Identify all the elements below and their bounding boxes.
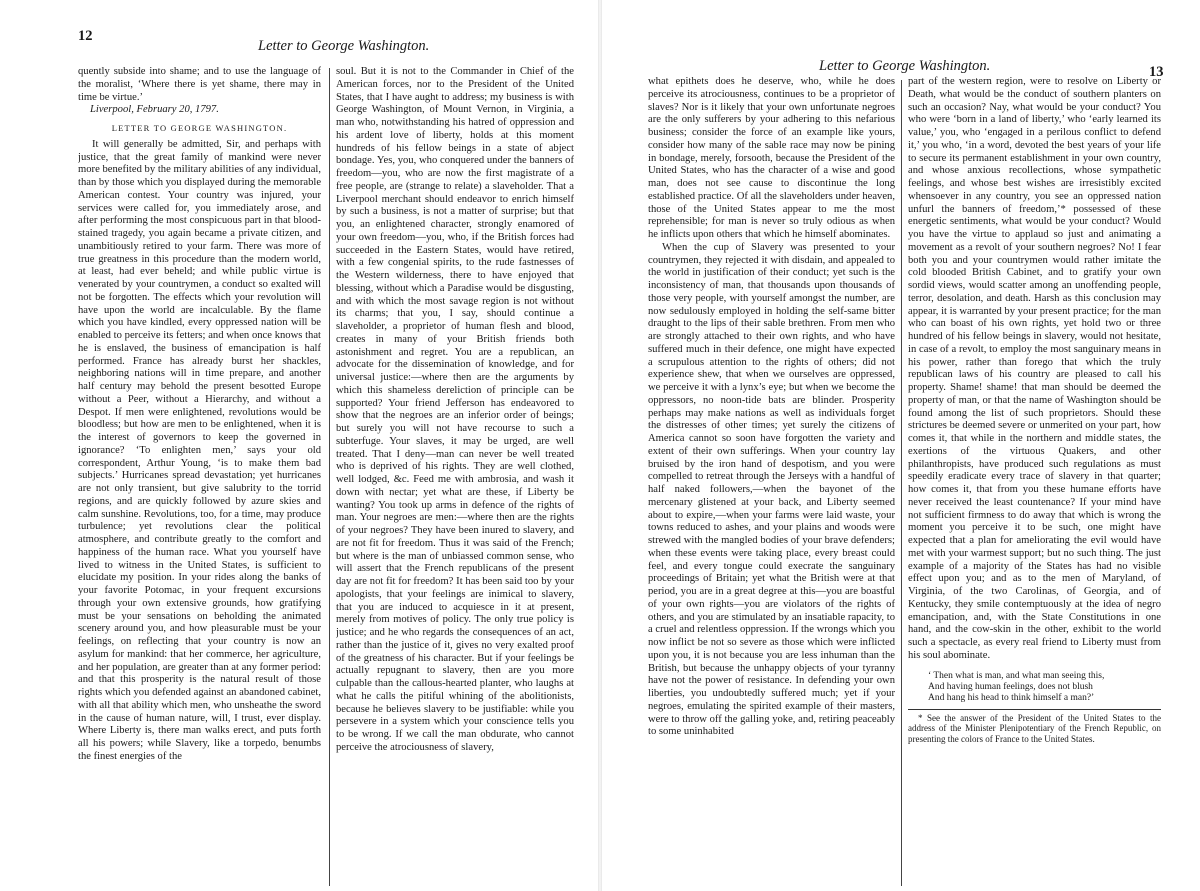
- running-head: Letter to George Washington.: [258, 38, 430, 54]
- text-column-left: [648, 76, 895, 888]
- paragraph: It will generally be admitted, Sir, and perhaps with justice, that the great family of mankind were never more benefited by the military abilities of any individual, than by those which you displayed during the memorable American contest. Your country was injured, your services were called for, you immediately arose, and after performing the most conspicuous part in that blood-stained tragedy, you again became a private citizen, and unambitiously retired to your farm. There was more of true greatness in this procedure than the modern world, at least, had ever beheld; and while public virtue is venerated by your countrymen, a conduct so exalted will not be forgotten. The effects which your revolution will have upon the world are incalculable. By the flame which you have kindled, every oppressed nation will be enabled to perceive its fetters; and when once knows that he is enslaved, the business of emancipation is half performed. France has already burst her shackles, neighboring nations will in time prepare, and another half century may behold the present besotted Europe without a Peer, without a Hierarchy, and without a Despot. If men were enlightened, revolutions would be bloodless; but how are men to be enlightened, when it is the interest of governors to keep the governed in ignorance? ‘To enlighten men,’ says your old correspondent, Arthur Young, ‘is to make them bad subjects.’ Hurricanes spread devastation; yet hurricanes are not only transient, but give salubrity to the torrid regions, and are quickly followed by azure skies and calm sunshine. Revolutions, too, for a time, may produce turbulence; yet revolutions clear the political atmosphere, and contribute greatly to the comfort and happiness of the human race. What you yourself have lived to witness in the United States, is sufficient to elucidate my position. In your rides along the banks of your favorite Potomac, in your frequent excursions through your own extensive grounds, how gratifying must be your sensations on beholding the animated scenery around you, and how pleasurable must be your feelings, on reflecting that your country is now an asylum for mankind: that her commerce, her agriculture, and her population, are greater than at any former period: and that this prosperity is the natural result of those rights which you defended against an abandoned cabinet, with all that ability which men, who unsheathe the sword in the cause of human nature, will, I trust, ever display. Where Liberty is, there man walks erect, and puts forth all his powers; while Slavery, like a torpedo, benumbs the finest energies of the: [78, 138, 321, 762]
- page-number: 12: [78, 28, 93, 44]
- page-number: 13: [1149, 64, 1164, 80]
- running-head: Letter to George Washington.: [819, 58, 991, 74]
- column-divider: [901, 80, 902, 886]
- continued-paragraph: quently subside into shame; and to use the language of the moralist, ‘Where there is yet shame, there may in time be virtue.’: [78, 66, 321, 103]
- left-page: [0, 0, 598, 891]
- footnote-rule: [908, 709, 1161, 710]
- text-column-right: [336, 66, 574, 888]
- poem-quotation: [928, 671, 1161, 704]
- paragraph: part of the western region, were to resolve on Liberty or Death, what would be the conduct of southern planters on such an occasion? Nay, what would be your conduct? You who were ‘born in a land of liberty,’ who ‘early learned its value,’ you, who ‘engaged in a perilous conflict to defend it,’ you who, ‘in a word, devoted the best years of your life to secure its permanent establishment in your own country, and whose anxious recollections, whose sympathetic feelings, and whose best wishes are irresistibly excited whensoever in any country, you see an oppressed nation unfurl the banners of freedom,’* possessed of these energetic sentiments, what would be your conduct? Would you have the virtue to applaud so just and animating a movement as a revolt of your southern negroes? No! I fear both you and your countrymen would rather imitate the cold blooded British Cabinet, and to gratify your own sordid views, would scatter among an unoffending people, terror, desolation, and death. Harsh as this conclusion may appear, it is warranted by your present practice; for the man who can boast of his own rights, yet hold two or three hundred of his fellow beings in slavery, would not hesitate, in case of a revolt, to employ the most sanguinary means in his power, rather than forego that which the truly republican laws of his country are pleased to call his property. Shame! shame! that man should be deemed the property of man, or that the name of Washington should be found among the list of such proprietors. Should these strictures be deemed severe or unmerited on your part, how comes it, that while in the northern and middle states, the exertions of the virtuous Quakers, and other philanthropists, have produced such regulations as must speedily eradicate every trace of slavery in that quarter; how comes it, that from you these humane efforts have never received the least countenance? If your mind have not sufficient firmness to do away that which is wrong the moment you perceive it to be such, one might have expected that a plan for ameliorating the evil would have met with your warmest support; but no such thing. The just example of a majority of the States has had no visible effect upon you; and as to the men of Maryland, of Virginia, of the two Carolinas, of Georgia, and of Kentucky, they smile contemptuously at the idea of negro emancipation, and, with the State Constitutions in one hand, and the cow-skin in the other, exhibit to the world such a spectacle, as every real friend to Liberty must from his soul abominate.: [908, 76, 1161, 661]
- column-divider: [329, 68, 330, 886]
- paragraph: When the cup of Slavery was presented to your countrymen, they rejected it with disdain, and appealed to the world in justification of their conduct; yet such is the inconsistency of man, that thousands upon thousands of those very people, with yourself amongst the number, are now sedulously employed in holding the self-same bitter draught to the lips of their sable brethren. From men who are strongly attached to their own rights, and who have suffered much in their defence, one might have expected a scrupulous attention to the rights of others; did not experience shew, that when we ourselves are oppressed, we perceive it with a lynx’s eye; but when we become the oppressors, no noon-tide bats are blinder. Prosperity perhaps may make nations as well as individuals forget the distresses of other times; yet surely the citizens of America cannot so soon have forgotten the variety and extent of their own sufferings. When your country lay bruised by the iron hand of despotism, and you were compelled to retreat through the Jerseys with a handful of half naked followers,—when the bayonet of the mercenary glistened at your back, and Liberty seemed about to expire,—when your farms were laid waste, your towns reduced to ashes, and your plains and woods were strewed with the mangled bodies of your brave defenders; when these events were taking place, every breast could feel, and every tongue could execrate the sanguinary proceedings of Britain; yet what the British were at that period, you are in a great degree at this—you are boastful of your own rights—you are violators of the rights of others, and you are stimulated by an insatiable rapacity, to a cruel and relentless oppression. If the wrongs which you now inflict be not so severe as those which were inflicted upon you, it is not because you are less inhuman than the British, but because the unhappy objects of your tyranny have not the power of resistance. In defending your own liberties, you undoubtedly suffered much; yet if your negroes, emulating the spirited example of their masters, were to throw off the galling yoke, and, retiring peaceably to some uninhabited: [648, 241, 895, 738]
- poem-line: And hang his head to think himself a man?’: [928, 692, 1095, 703]
- paragraph: soul. But it is not to the Commander in Chief of the American forces, nor to the President of the United States, that I have aught to address; my business is with George Washington, of Mount Vernon, in Virginia, a man who, notwithstanding his hatred of oppression and his ardent love of liberty, holds at this moment hundreds of his fellow beings in a state of abject bondage. Yes, you, who conquered under the banners of freedom—you, who are now the first magistrate of a free people, are (strange to relate) a slaveholder. That a Liverpool merchant should endeavor to enrich himself by such a business, is not a matter of surprise; but that you, an enlightened character, strongly enamored of your own freedom—you, who, if the British forces had succeeded in the Eastern States, would have retired, with a few congenial spirits, to the rude fastnesses of the Western wilderness, there to have enjoyed that blessing, without which a Paradise would be disgusting, and with which the most savage region is not without its charms; that you, I say, should continue a slaveholder, a proprietor of human flesh and blood, creates in many of your British friends both astonishment and regret. You are a republican, an advocate for the dissemination of knowledge, and for universal justice:—where then are the arguments by which this shameless dereliction of principle can be supported? Your friend Jefferson has endeavored to show that the negroes are an inferior order of beings; but surely you will not have recourse to such a subterfuge. Your slaves, it may be urged, are well treated. That I deny—man can never be well treated who is deprived of his rights. They are well clothed, well lodged, &c. Feed me with ambrosia, and wash it down with nectar; yet what are these, if Liberty be wanting? You took up arms in defence of the rights of man. Your negroes are men:—where then are the rights of your negroes? They have been inured to slavery, and are not fit for freedom. Thus it was said of the French; but where is the man of unbiassed common sense, who will assert that the French republicans of the present day are not fit for freedom? It has been said too by your apologists, that your feelings are inimical to slavery, that you are induced to acquiesce in it at present, merely from motives of policy. The only true policy is justice; and he who regards the consequences of an act, rather than the justice of it, gives no very exalted proof of the greatness of his character. But if your feelings be actually repugnant to slavery, then are you more culpable than the callous-hearted planter, who laughs at what he calls the pitiful whining of the abolitionists, because he believes slavery to be justifiable: while you persevere in a system which your conscience tells you to be wrong. If we call the man obdurate, who cannot perceive the atrociousness of slavery,: [336, 66, 574, 753]
- paragraph: what epithets does he deserve, who, while he does perceive its atrociousness, continues to be a proprietor of slaves? Nor is it likely that your own unfortunate negroes are the only sufferers by your adhering to this nefarious business; consider the force of an example like yours, consider how many of the sable race may now be pining in bondage, merely, forsooth, because the President of the United States, who has the character of a wise and good man, does not see cause to discontinue the long established practice. Of all the slaveholders under heaven, those of the United States appear to me the most reprehensible; for man is never so truly odious as when he inflicts upon others that which he himself abominates.: [648, 76, 895, 240]
- right-page: [602, 0, 1200, 891]
- footnote-text: * See the answer of the President of the United States to the address of the Minister Plenipotentiary of the French Republic, on presenting the colors of France to the United States.: [908, 712, 1161, 744]
- text-column-right: [908, 76, 1161, 888]
- footnote: [908, 713, 1161, 745]
- poem-line: ‘ Then what is man, and what man seeing this,: [928, 670, 1105, 681]
- letter-heading: LETTER TO GEORGE WASHINGTON.: [111, 123, 288, 133]
- poem-line: And having human feelings, does not blush: [928, 681, 1093, 692]
- dateline: Liverpool, February 20, 1797.: [90, 104, 219, 116]
- text-column-left: [78, 66, 321, 888]
